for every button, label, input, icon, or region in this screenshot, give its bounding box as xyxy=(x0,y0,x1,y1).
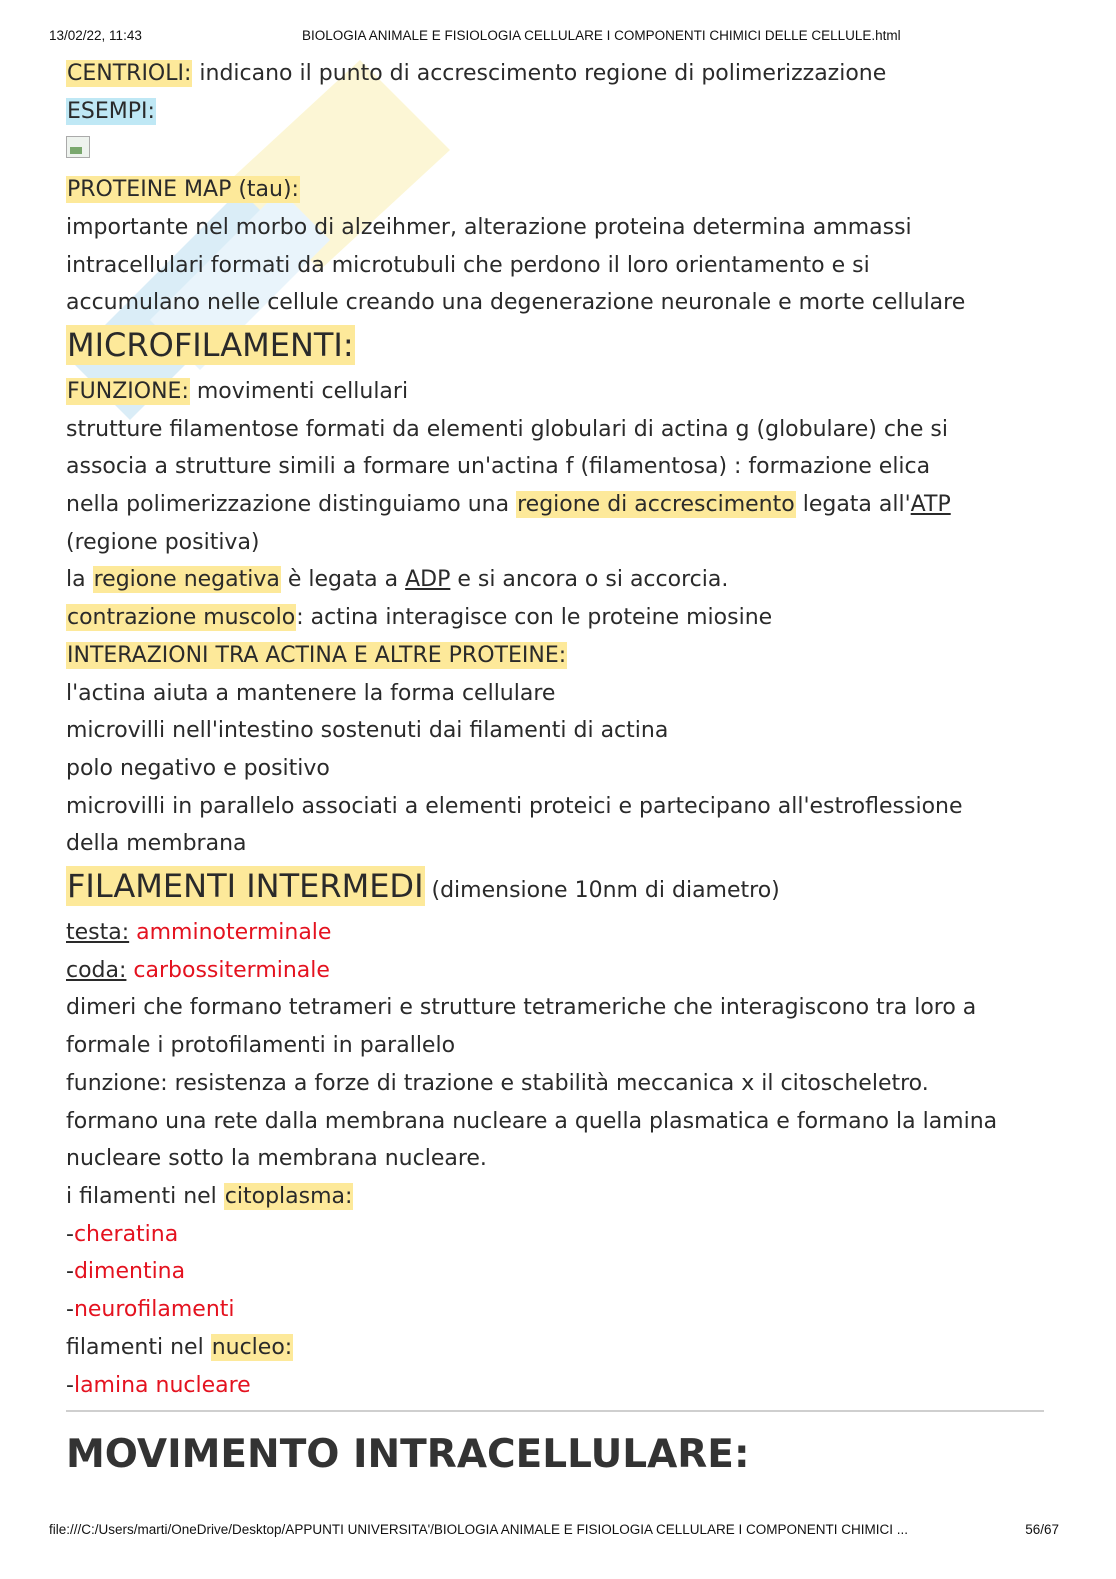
highlight-citoplasma: citoplasma: xyxy=(224,1183,353,1209)
text-line: importante nel morbo di alzeihmer, alterazione proteina determina ammassi xyxy=(66,214,912,240)
broken-image-line xyxy=(66,130,1051,171)
footer-file-path: file:///C:/Users/marti/OneDrive/Desktop/APPUNTI UNIVERSITA'/BIOLOGIA ANIMALE E FISIOLOGIA CELLULARE I COMPONENTI CHIMICI ... xyxy=(49,1522,909,1537)
text-span: legata all' xyxy=(795,492,911,518)
citoplasma-line xyxy=(66,1178,1051,1216)
text-line: strutture filamentose formati da elementi globulari di actina g (globulare) che si xyxy=(66,416,948,442)
text-line: accumulano nelle cellule creando una degenerazione neuronale e morte cellulare xyxy=(66,290,966,316)
microfilamenti-heading: MICROFILAMENTI: xyxy=(67,325,354,364)
lamina-item: lamina nucleare xyxy=(73,1372,251,1398)
testa-label: testa: xyxy=(66,920,130,946)
footer-page-number: 56/67 xyxy=(1025,1522,1059,1537)
text-line: microvilli in parallelo associati a elementi proteici e partecipano all'estroflessione xyxy=(66,793,963,819)
text-line: nucleare sotto la membrana nucleare. xyxy=(66,1146,487,1172)
microfilamenti-heading-line xyxy=(66,322,1051,373)
neurofilamenti-item: neurofilamenti xyxy=(73,1297,235,1323)
cheratina-item: cheratina xyxy=(73,1221,179,1247)
text-line: (regione positiva) xyxy=(66,529,260,555)
filamenti-intermedi-heading: FILAMENTI INTERMEDI xyxy=(67,867,424,906)
highlight-nucleo: nucleo: xyxy=(211,1334,293,1360)
funzione-text: movimenti cellulari xyxy=(189,378,409,404)
list-item xyxy=(66,1367,1051,1405)
header-title: BIOLOGIA ANIMALE E FISIOLOGIA CELLULARE I COMPONENTI CHIMICI DELLE CELLULE.html xyxy=(302,28,901,43)
testa-value: amminoterminale xyxy=(129,920,332,946)
text-line: l'actina aiuta a mantenere la forma cellulare xyxy=(66,680,556,706)
atp-term: ATP xyxy=(910,492,951,518)
esempi-line xyxy=(66,93,1051,131)
coda-label: coda: xyxy=(66,957,127,983)
centrioli-label: CENTRIOLI: xyxy=(67,61,192,86)
esempi-label: ESEMPI: xyxy=(67,98,155,124)
text-line: funzione: resistenza a forze di trazione e stabilità meccanica x il citoscheletro. xyxy=(66,1070,929,1096)
proteine-map-line xyxy=(66,171,1051,209)
nucleo-line xyxy=(66,1329,1051,1367)
text-span: e si ancora o si accorcia. xyxy=(450,567,729,593)
broken-image-icon xyxy=(66,136,90,158)
adp-term: ADP xyxy=(405,567,451,593)
text-span: nella polimerizzazione distinguiamo una xyxy=(66,492,517,518)
text-line: dimeri che formano tetrameri e strutture tetrameriche che interagiscono tra loro a xyxy=(66,995,977,1021)
coda-line xyxy=(66,952,1051,990)
funzione-line xyxy=(66,373,1051,411)
text-line: formano una rete dalla membrana nucleare a quella plasmatica e formano la lamina xyxy=(66,1108,998,1134)
list-item xyxy=(66,1291,1051,1329)
accrescimento-line xyxy=(66,486,1051,524)
text-span: la xyxy=(66,567,93,593)
highlight-accrescimento: regione di accrescimento xyxy=(517,492,795,518)
document-body xyxy=(66,55,1051,1404)
text-line: microvilli nell'intestino sostenuti dai filamenti di actina xyxy=(66,718,669,744)
coda-value: carbossiterminale xyxy=(126,957,330,983)
interazioni-heading: INTERAZIONI TRA ACTINA E ALTRE PROTEINE: xyxy=(67,642,567,668)
text-line: formale i protofilamenti in parallelo xyxy=(66,1033,456,1059)
header-datetime: 13/02/22, 11:43 xyxy=(49,28,142,43)
text-span: : actina interagisce con le proteine miosine xyxy=(296,605,773,631)
centrioli-line xyxy=(66,55,1051,93)
interazioni-line xyxy=(66,637,1051,675)
proteine-map-label: PROTEINE MAP (tau): xyxy=(67,177,299,203)
text-span: è legata a xyxy=(280,567,406,593)
highlight-contrazione: contrazione muscolo xyxy=(67,605,296,631)
filamenti-dimension: (dimensione 10nm di diametro) xyxy=(424,878,780,904)
funzione-label: FUNZIONE: xyxy=(67,378,189,404)
contrazione-line xyxy=(66,599,1051,637)
list-dash: - xyxy=(66,1297,74,1323)
list-dash: - xyxy=(66,1259,74,1285)
horizontal-divider xyxy=(66,1410,1044,1412)
text-line: associa a strutture simili a formare un'actina f (filamentosa) : formazione elica xyxy=(66,454,931,480)
list-dash: - xyxy=(66,1372,74,1398)
testa-line xyxy=(66,914,1051,952)
list-item xyxy=(66,1216,1051,1254)
dimentina-item: dimentina xyxy=(73,1259,186,1285)
highlight-regione-negativa: regione negativa xyxy=(93,567,280,593)
section-heading: MOVIMENTO INTRACELLULARE: xyxy=(66,1432,750,1477)
list-item xyxy=(66,1253,1051,1291)
text-line: della membrana xyxy=(66,831,247,857)
regione-negativa-line xyxy=(66,561,1051,599)
text-line: polo negativo e positivo xyxy=(66,755,330,781)
text-span: i filamenti nel xyxy=(66,1183,224,1209)
filamenti-heading-line xyxy=(66,863,1051,914)
centrioli-text: indicano il punto di accrescimento regione di polimerizzazione xyxy=(192,61,887,86)
list-dash: - xyxy=(66,1221,74,1247)
text-line: intracellulari formati da microtubuli che perdono il loro orientamento e si xyxy=(66,252,870,278)
text-span: filamenti nel xyxy=(66,1334,211,1360)
